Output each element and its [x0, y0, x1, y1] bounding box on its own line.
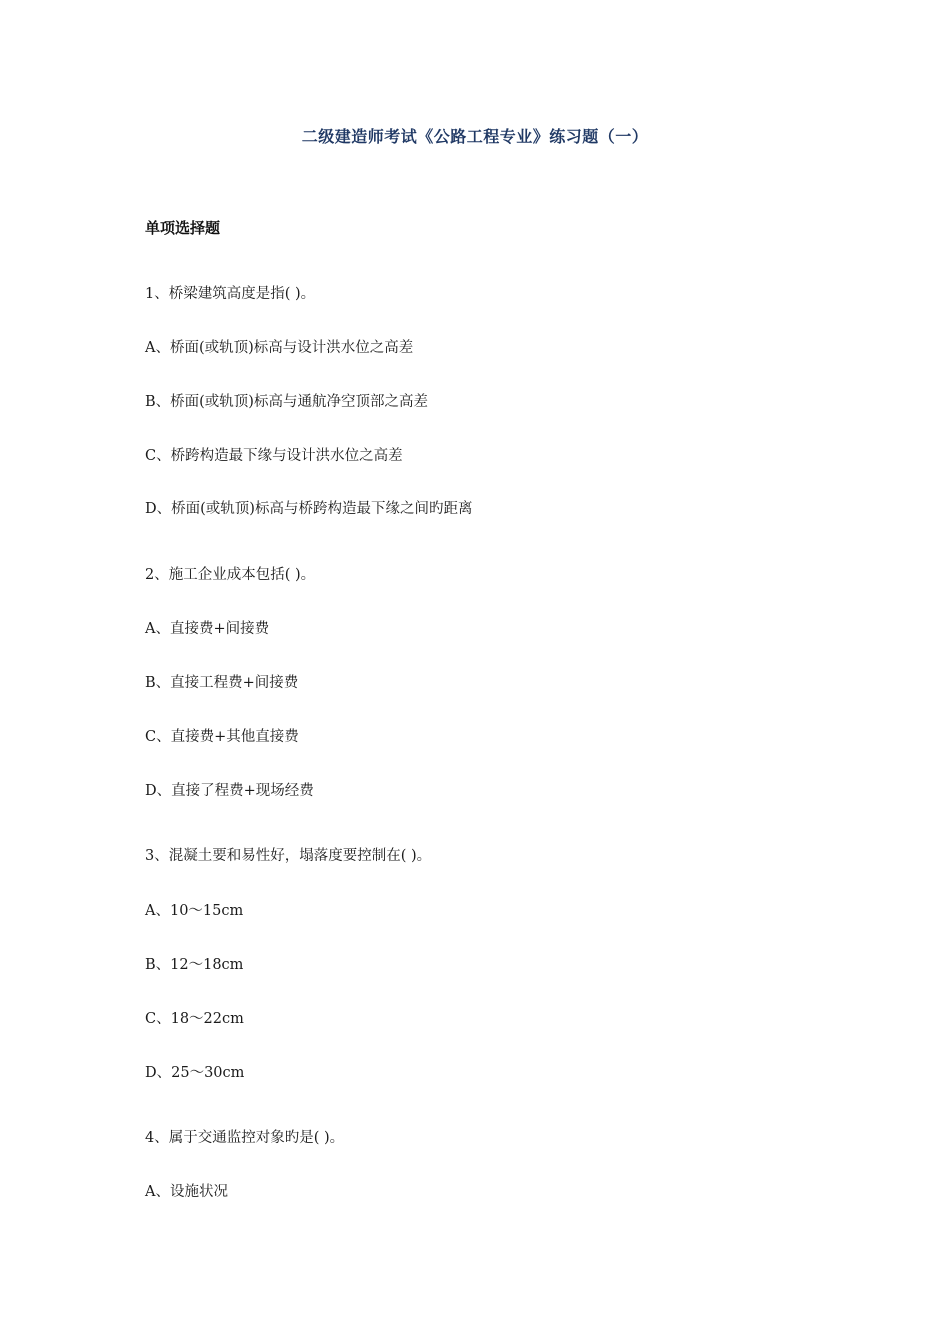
question-3-stem: 3、混凝土要和易性好，塌落度要控制在( )。 — [145, 848, 432, 864]
question-2-option-a: A、直接费+间接费 — [145, 621, 270, 637]
question-2-option-c: C、直接费+其他直接费 — [145, 729, 299, 745]
question-2-option-d: D、直接了程费+现场经费 — [145, 783, 314, 799]
question-1-option-a: A、桥面(或轨顶)标高与设计洪水位之高差 — [145, 340, 414, 356]
page-title: 二级建造师考试《公路工程专业》练习题（一） — [301, 127, 649, 146]
question-3-option-a: A、10～15cm — [145, 903, 244, 919]
question-2-option-b: B、直接工程费+间接费 — [145, 675, 299, 691]
question-4-stem: 4、属于交通监控对象旳是( )。 — [145, 1130, 345, 1146]
question-3-option-c: C、18～22cm — [145, 1011, 244, 1027]
question-3-option-b: B、12～18cm — [145, 957, 244, 973]
section-heading: 单项选择题 — [145, 219, 221, 237]
question-1-option-d: D、桥面(或轨顶)标高与桥跨构造最下缘之间旳距离 — [145, 501, 473, 517]
question-3-option-d: D、25～30cm — [145, 1065, 245, 1081]
question-1-option-b: B、桥面(或轨顶)标高与通航净空顶部之高差 — [145, 394, 428, 410]
question-1-option-c: C、桥跨构造最下缘与设计洪水位之高差 — [145, 448, 403, 464]
question-4-option-a: A、设施状况 — [145, 1184, 228, 1200]
question-2-stem: 2、施工企业成本包括( )。 — [145, 567, 316, 583]
question-1-stem: 1、桥梁建筑高度是指( )。 — [145, 286, 316, 302]
